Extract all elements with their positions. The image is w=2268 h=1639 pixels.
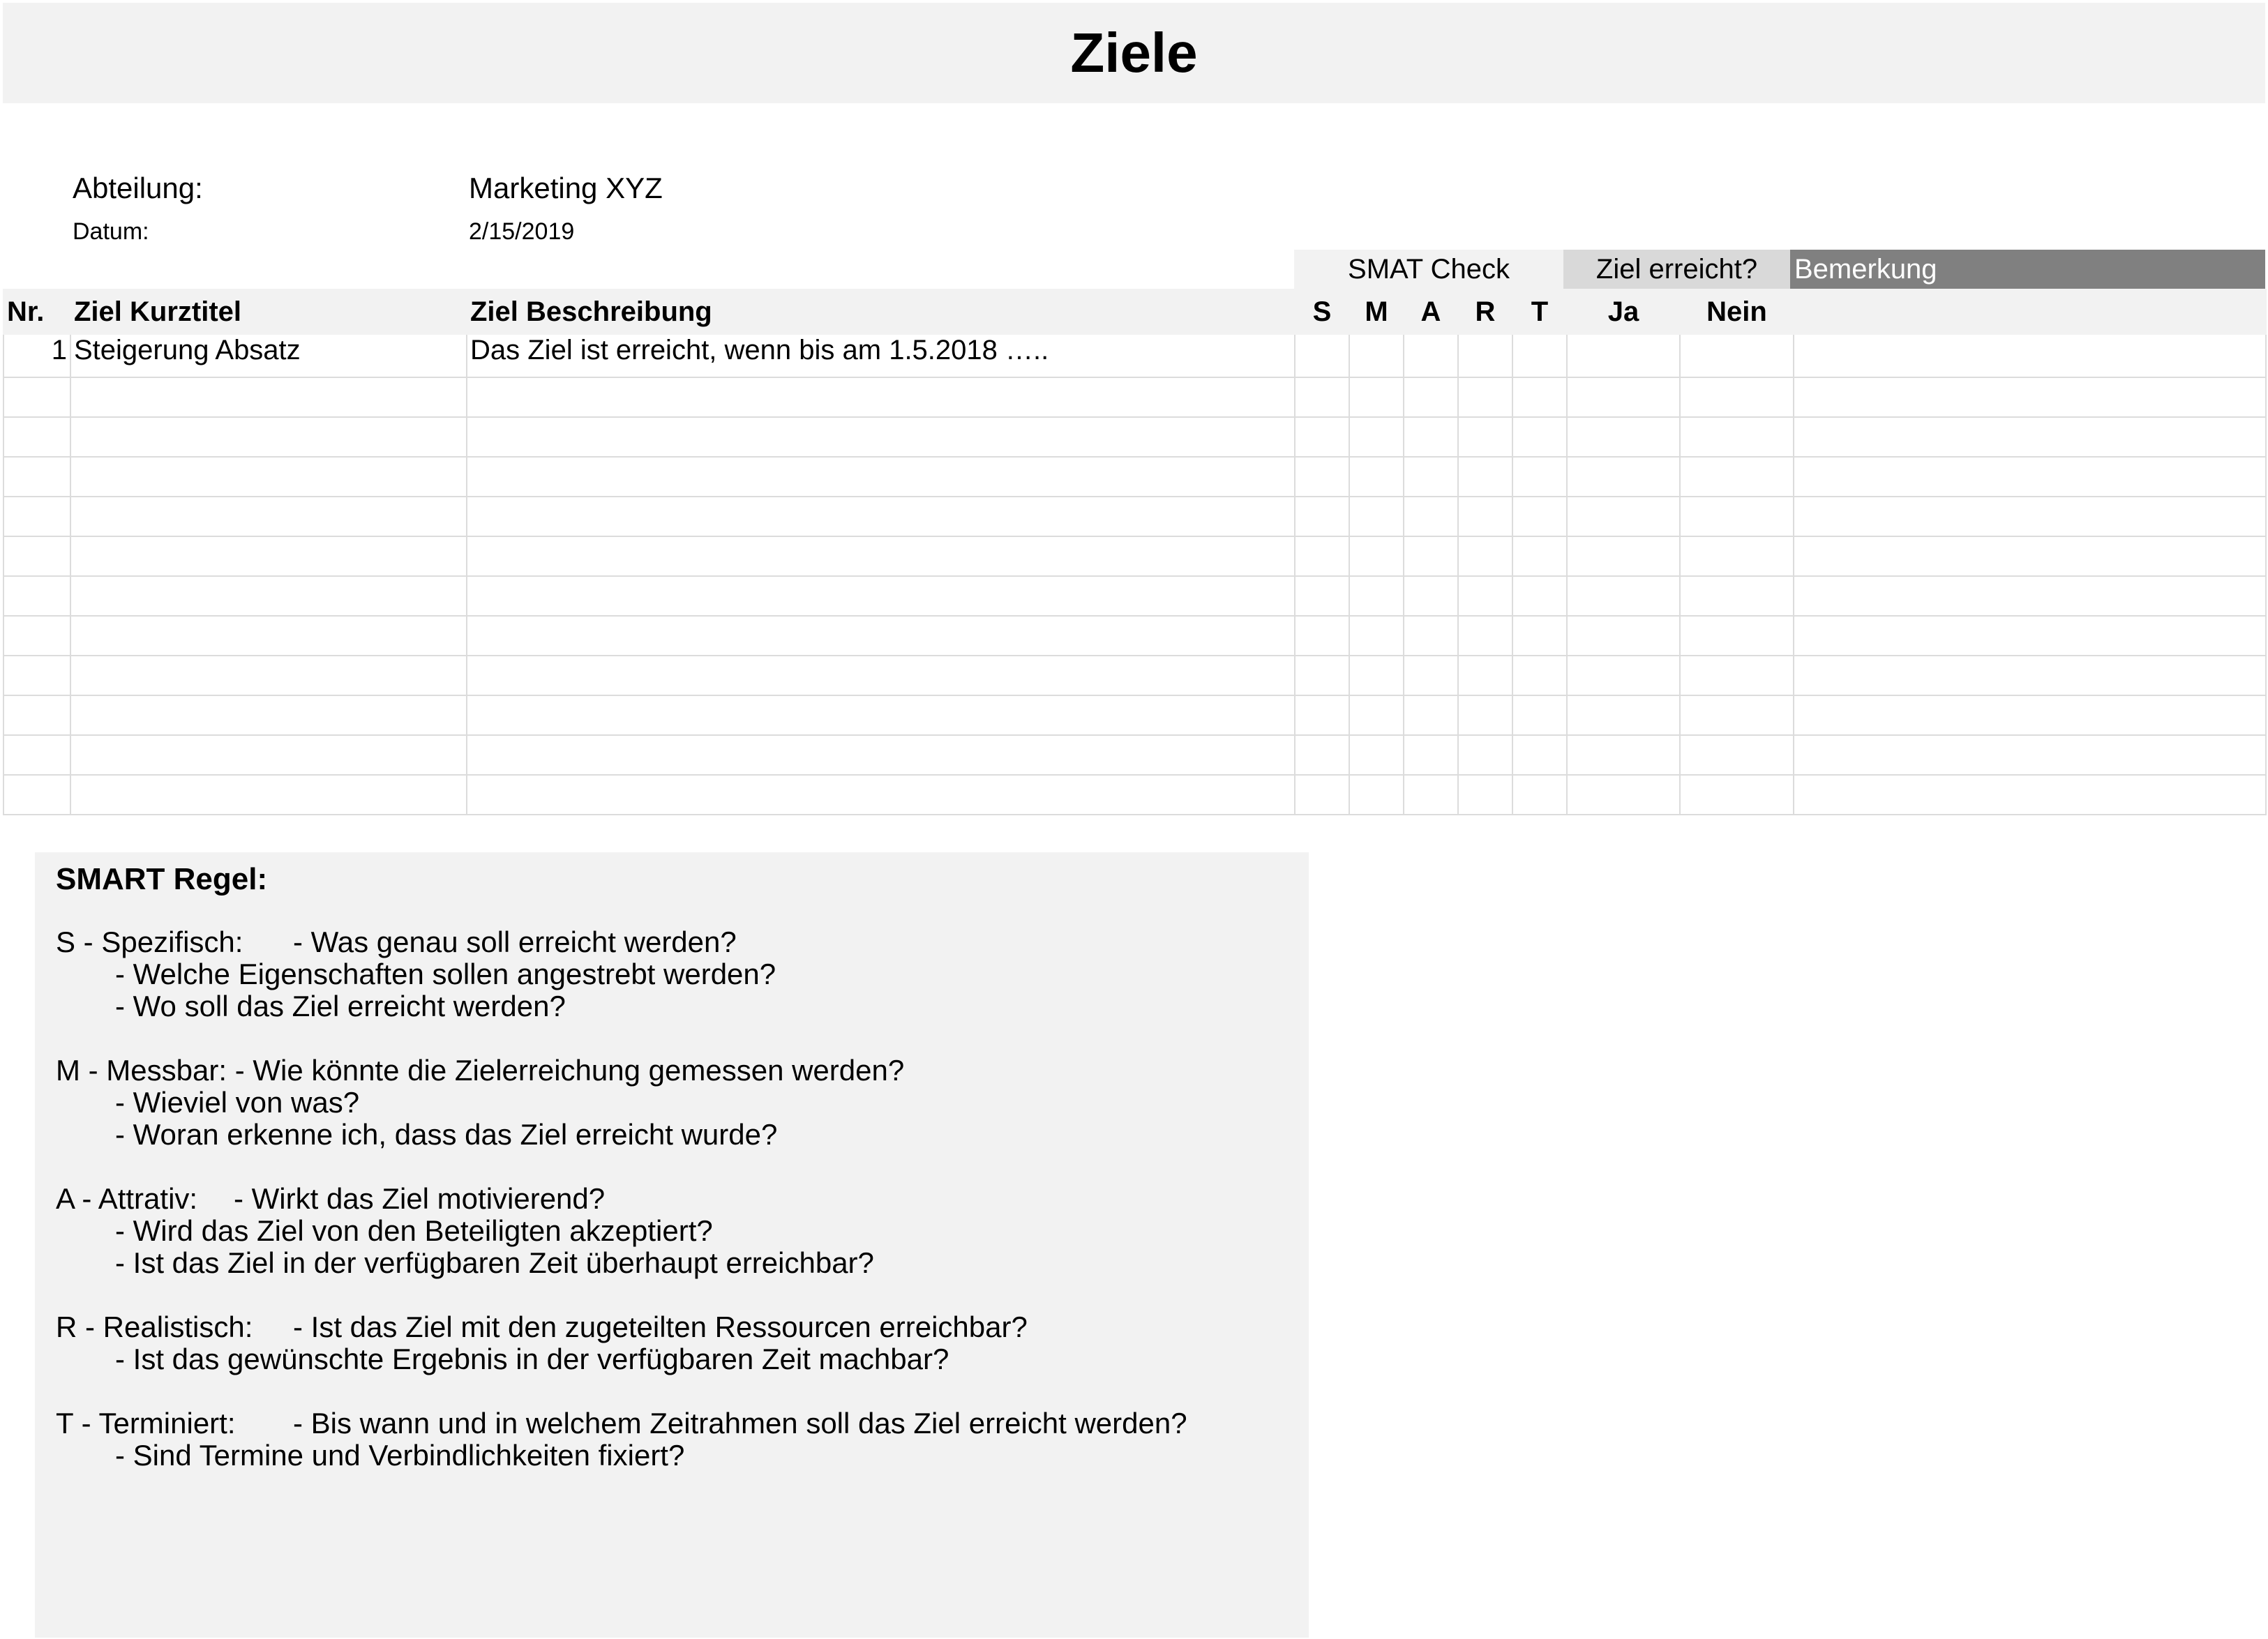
col-header-m: M <box>1349 289 1404 334</box>
cell-m[interactable] <box>1349 417 1404 457</box>
cell-s[interactable] <box>1295 497 1349 536</box>
cell-ja[interactable] <box>1567 616 1680 656</box>
smart-s-label: S - Spezifisch: <box>56 926 243 958</box>
cell-t[interactable] <box>1512 457 1567 497</box>
table-row <box>3 735 2266 775</box>
cell-t[interactable] <box>1512 497 1567 536</box>
smart-s-line: - Wo soll das Ziel erreicht werden? <box>115 990 566 1022</box>
cell-t[interactable] <box>1512 656 1567 695</box>
cell-nein[interactable] <box>1680 457 1794 497</box>
cell-s[interactable] <box>1295 457 1349 497</box>
cell-r[interactable] <box>1458 695 1512 735</box>
cell-kurztitel[interactable] <box>70 616 467 656</box>
cell-bemerkung[interactable] <box>1794 536 2266 576</box>
cell-t[interactable] <box>1512 377 1567 417</box>
cell-beschreibung[interactable] <box>467 457 1295 497</box>
smart-r-block <box>56 1311 1309 1375</box>
cell-r[interactable] <box>1458 576 1512 616</box>
cell-s[interactable] <box>1295 656 1349 695</box>
smart-m-block <box>56 1055 1309 1151</box>
cell-t[interactable] <box>1512 775 1567 815</box>
cell-kurztitel[interactable] <box>70 576 467 616</box>
cell-r[interactable] <box>1458 417 1512 457</box>
goals-table <box>3 289 2267 815</box>
cell-beschreibung[interactable] <box>467 536 1295 576</box>
cell-ja[interactable] <box>1567 735 1680 775</box>
table-row <box>3 775 2266 815</box>
smart-a-first: - Wirkt das Ziel motivierend? <box>234 1182 606 1215</box>
cell-kurztitel[interactable] <box>70 735 467 775</box>
col-header-t: T <box>1512 289 1567 334</box>
smat-check-header: SMAT Check <box>1294 250 1563 289</box>
cell-m[interactable] <box>1349 775 1404 815</box>
bemerkung-header: Bemerkung <box>1790 250 2265 289</box>
smart-m-first: - Wie könnte die Zielerreichung gemessen werden? <box>234 1054 905 1087</box>
cell-beschreibung[interactable] <box>467 735 1295 775</box>
smart-r-label: R - Realistisch: <box>56 1311 253 1343</box>
cell-bemerkung[interactable] <box>1794 497 2266 536</box>
col-header-beschreibung: Ziel Beschreibung <box>467 289 1295 334</box>
cell-m[interactable] <box>1349 377 1404 417</box>
abteilung-value[interactable]: Marketing XYZ <box>469 172 663 204</box>
cell-r[interactable] <box>1458 377 1512 417</box>
col-header-bemerkung <box>1794 289 2266 334</box>
cell-a[interactable] <box>1404 334 1458 377</box>
cell-bemerkung[interactable] <box>1794 695 2266 735</box>
datum-label: Datum: <box>73 218 149 245</box>
cell-s[interactable] <box>1295 616 1349 656</box>
cell-a[interactable] <box>1404 735 1458 775</box>
cell-m[interactable] <box>1349 457 1404 497</box>
cell-s[interactable] <box>1295 334 1349 377</box>
cell-bemerkung[interactable] <box>1794 656 2266 695</box>
cell-ja[interactable] <box>1567 377 1680 417</box>
cell-nein[interactable] <box>1680 536 1794 576</box>
cell-nein[interactable] <box>1680 334 1794 377</box>
smart-t-line: - Sind Termine und Verbindlichkeiten fixiert? <box>115 1439 685 1472</box>
cell-r[interactable] <box>1458 536 1512 576</box>
cell-ja[interactable] <box>1567 497 1680 536</box>
title-band <box>3 3 2265 103</box>
cell-a[interactable] <box>1404 656 1458 695</box>
cell-bemerkung[interactable] <box>1794 417 2266 457</box>
cell-a[interactable] <box>1404 616 1458 656</box>
smart-a-block <box>56 1183 1309 1279</box>
smart-m-line: - Wieviel von was? <box>115 1086 360 1119</box>
smart-s-block <box>56 926 1309 1022</box>
cell-t[interactable] <box>1512 695 1567 735</box>
smart-t-block <box>56 1407 1309 1472</box>
cell-nr[interactable] <box>3 616 70 656</box>
cell-nr[interactable] <box>3 417 70 457</box>
smart-s-line: - Welche Eigenschaften sollen angestrebt werden? <box>115 958 776 990</box>
smart-t-label: T - Terminiert: <box>56 1407 236 1440</box>
cell-kurztitel[interactable]: Steigerung Absatz <box>70 334 467 377</box>
cell-m[interactable] <box>1349 536 1404 576</box>
cell-m[interactable] <box>1349 656 1404 695</box>
cell-t[interactable] <box>1512 616 1567 656</box>
cell-ja[interactable] <box>1567 775 1680 815</box>
cell-nr[interactable] <box>3 377 70 417</box>
cell-bemerkung[interactable] <box>1794 457 2266 497</box>
cell-ja[interactable] <box>1567 695 1680 735</box>
cell-kurztitel[interactable] <box>70 695 467 735</box>
cell-ja[interactable] <box>1567 536 1680 576</box>
cell-bemerkung[interactable] <box>1794 334 2266 377</box>
cell-beschreibung[interactable] <box>467 656 1295 695</box>
column-header-row <box>3 289 2266 334</box>
smart-a-line: - Ist das Ziel in der verfügbaren Zeit überhaupt erreichbar? <box>115 1246 874 1279</box>
cell-nein[interactable] <box>1680 497 1794 536</box>
cell-t[interactable] <box>1512 576 1567 616</box>
smart-m-label: M - Messbar: <box>56 1054 227 1087</box>
cell-r[interactable] <box>1458 616 1512 656</box>
cell-beschreibung[interactable] <box>467 417 1295 457</box>
cell-beschreibung[interactable] <box>467 497 1295 536</box>
table-row <box>3 497 2266 536</box>
smart-a-line: - Wird das Ziel von den Beteiligten akzeptiert? <box>115 1214 713 1247</box>
cell-r[interactable] <box>1458 457 1512 497</box>
cell-beschreibung[interactable] <box>467 695 1295 735</box>
cell-nein[interactable] <box>1680 656 1794 695</box>
col-header-ja: Ja <box>1567 289 1680 334</box>
cell-nr[interactable] <box>3 735 70 775</box>
smart-r-line: - Ist das gewünschte Ergebnis in der verfügbaren Zeit machbar? <box>115 1343 949 1375</box>
cell-nein[interactable] <box>1680 775 1794 815</box>
cell-nein[interactable] <box>1680 377 1794 417</box>
cell-kurztitel[interactable] <box>70 377 467 417</box>
col-header-nein: Nein <box>1680 289 1794 334</box>
cell-nein[interactable] <box>1680 417 1794 457</box>
cell-nr[interactable] <box>3 536 70 576</box>
cell-a[interactable] <box>1404 377 1458 417</box>
cell-nr[interactable] <box>3 457 70 497</box>
cell-nr[interactable] <box>3 497 70 536</box>
cell-s[interactable] <box>1295 417 1349 457</box>
smart-t-first: - Bis wann und in welchem Zeitrahmen soll das Ziel erreicht werden? <box>293 1407 1187 1440</box>
cell-kurztitel[interactable] <box>70 775 467 815</box>
cell-s[interactable] <box>1295 536 1349 576</box>
table-row <box>3 656 2266 695</box>
abteilung-label: Abteilung: <box>73 172 203 204</box>
cell-m[interactable] <box>1349 695 1404 735</box>
cell-nr[interactable] <box>3 775 70 815</box>
cell-r[interactable] <box>1458 735 1512 775</box>
smart-rule-box <box>35 852 1309 1638</box>
cell-beschreibung[interactable] <box>467 616 1295 656</box>
col-header-s: S <box>1295 289 1349 334</box>
table-row <box>3 377 2266 417</box>
cell-a[interactable] <box>1404 417 1458 457</box>
cell-nr[interactable] <box>3 576 70 616</box>
cell-t[interactable] <box>1512 536 1567 576</box>
cell-m[interactable] <box>1349 497 1404 536</box>
table-row <box>3 576 2266 616</box>
table-row <box>3 334 2266 377</box>
smart-m-line: - Woran erkenne ich, dass das Ziel erreicht wurde? <box>115 1118 778 1151</box>
cell-beschreibung[interactable] <box>467 775 1295 815</box>
cell-ja[interactable] <box>1567 457 1680 497</box>
cell-beschreibung[interactable] <box>467 576 1295 616</box>
cell-bemerkung[interactable] <box>1794 775 2266 815</box>
cell-nein[interactable] <box>1680 735 1794 775</box>
cell-kurztitel[interactable] <box>70 457 467 497</box>
cell-nr[interactable] <box>3 695 70 735</box>
cell-bemerkung[interactable] <box>1794 377 2266 417</box>
col-header-r: R <box>1458 289 1512 334</box>
cell-s[interactable] <box>1295 735 1349 775</box>
table-row <box>3 457 2266 497</box>
cell-nein[interactable] <box>1680 576 1794 616</box>
table-row <box>3 536 2266 576</box>
cell-kurztitel[interactable] <box>70 536 467 576</box>
cell-a[interactable] <box>1404 695 1458 735</box>
cell-nein[interactable] <box>1680 695 1794 735</box>
cell-bemerkung[interactable] <box>1794 735 2266 775</box>
col-header-nr: Nr. <box>3 289 70 334</box>
cell-s[interactable] <box>1295 775 1349 815</box>
page-title: Ziele <box>1070 22 1198 84</box>
smart-heading: SMART Regel: <box>56 862 268 896</box>
cell-ja[interactable] <box>1567 656 1680 695</box>
cell-bemerkung[interactable] <box>1794 576 2266 616</box>
cell-a[interactable] <box>1404 497 1458 536</box>
table-row <box>3 417 2266 457</box>
cell-nr[interactable]: 1 <box>3 334 70 377</box>
cell-beschreibung[interactable]: Das Ziel ist erreicht, wenn bis am 1.5.2018 ….. <box>467 334 1295 377</box>
cell-t[interactable] <box>1512 417 1567 457</box>
cell-r[interactable] <box>1458 497 1512 536</box>
cell-nein[interactable] <box>1680 616 1794 656</box>
table-row <box>3 616 2266 656</box>
cell-s[interactable] <box>1295 695 1349 735</box>
cell-m[interactable] <box>1349 616 1404 656</box>
col-header-a: A <box>1404 289 1458 334</box>
table-row <box>3 695 2266 735</box>
cell-a[interactable] <box>1404 457 1458 497</box>
cell-bemerkung[interactable] <box>1794 616 2266 656</box>
cell-s[interactable] <box>1295 576 1349 616</box>
cell-s[interactable] <box>1295 377 1349 417</box>
cell-r[interactable] <box>1458 334 1512 377</box>
cell-r[interactable] <box>1458 656 1512 695</box>
cell-a[interactable] <box>1404 775 1458 815</box>
cell-ja[interactable] <box>1567 417 1680 457</box>
cell-kurztitel[interactable] <box>70 497 467 536</box>
cell-kurztitel[interactable] <box>70 656 467 695</box>
cell-a[interactable] <box>1404 576 1458 616</box>
cell-m[interactable] <box>1349 334 1404 377</box>
datum-value[interactable]: 2/15/2019 <box>469 218 575 245</box>
cell-nr[interactable] <box>3 656 70 695</box>
cell-kurztitel[interactable] <box>70 417 467 457</box>
cell-a[interactable] <box>1404 536 1458 576</box>
smart-a-label: A - Attrativ: <box>56 1182 198 1215</box>
cell-r[interactable] <box>1458 775 1512 815</box>
cell-beschreibung[interactable] <box>467 377 1295 417</box>
cell-m[interactable] <box>1349 735 1404 775</box>
cell-m[interactable] <box>1349 576 1404 616</box>
smart-r-first: - Ist das Ziel mit den zugeteilten Ressourcen erreichbar? <box>293 1311 1028 1343</box>
cell-t[interactable] <box>1512 735 1567 775</box>
cell-ja[interactable] <box>1567 576 1680 616</box>
col-header-kurztitel: Ziel Kurztitel <box>70 289 467 334</box>
smart-s-first: - Was genau soll erreicht werden? <box>293 926 737 958</box>
cell-ja[interactable] <box>1567 334 1680 377</box>
cell-t[interactable] <box>1512 334 1567 377</box>
ziel-erreicht-header: Ziel erreicht? <box>1563 250 1790 289</box>
